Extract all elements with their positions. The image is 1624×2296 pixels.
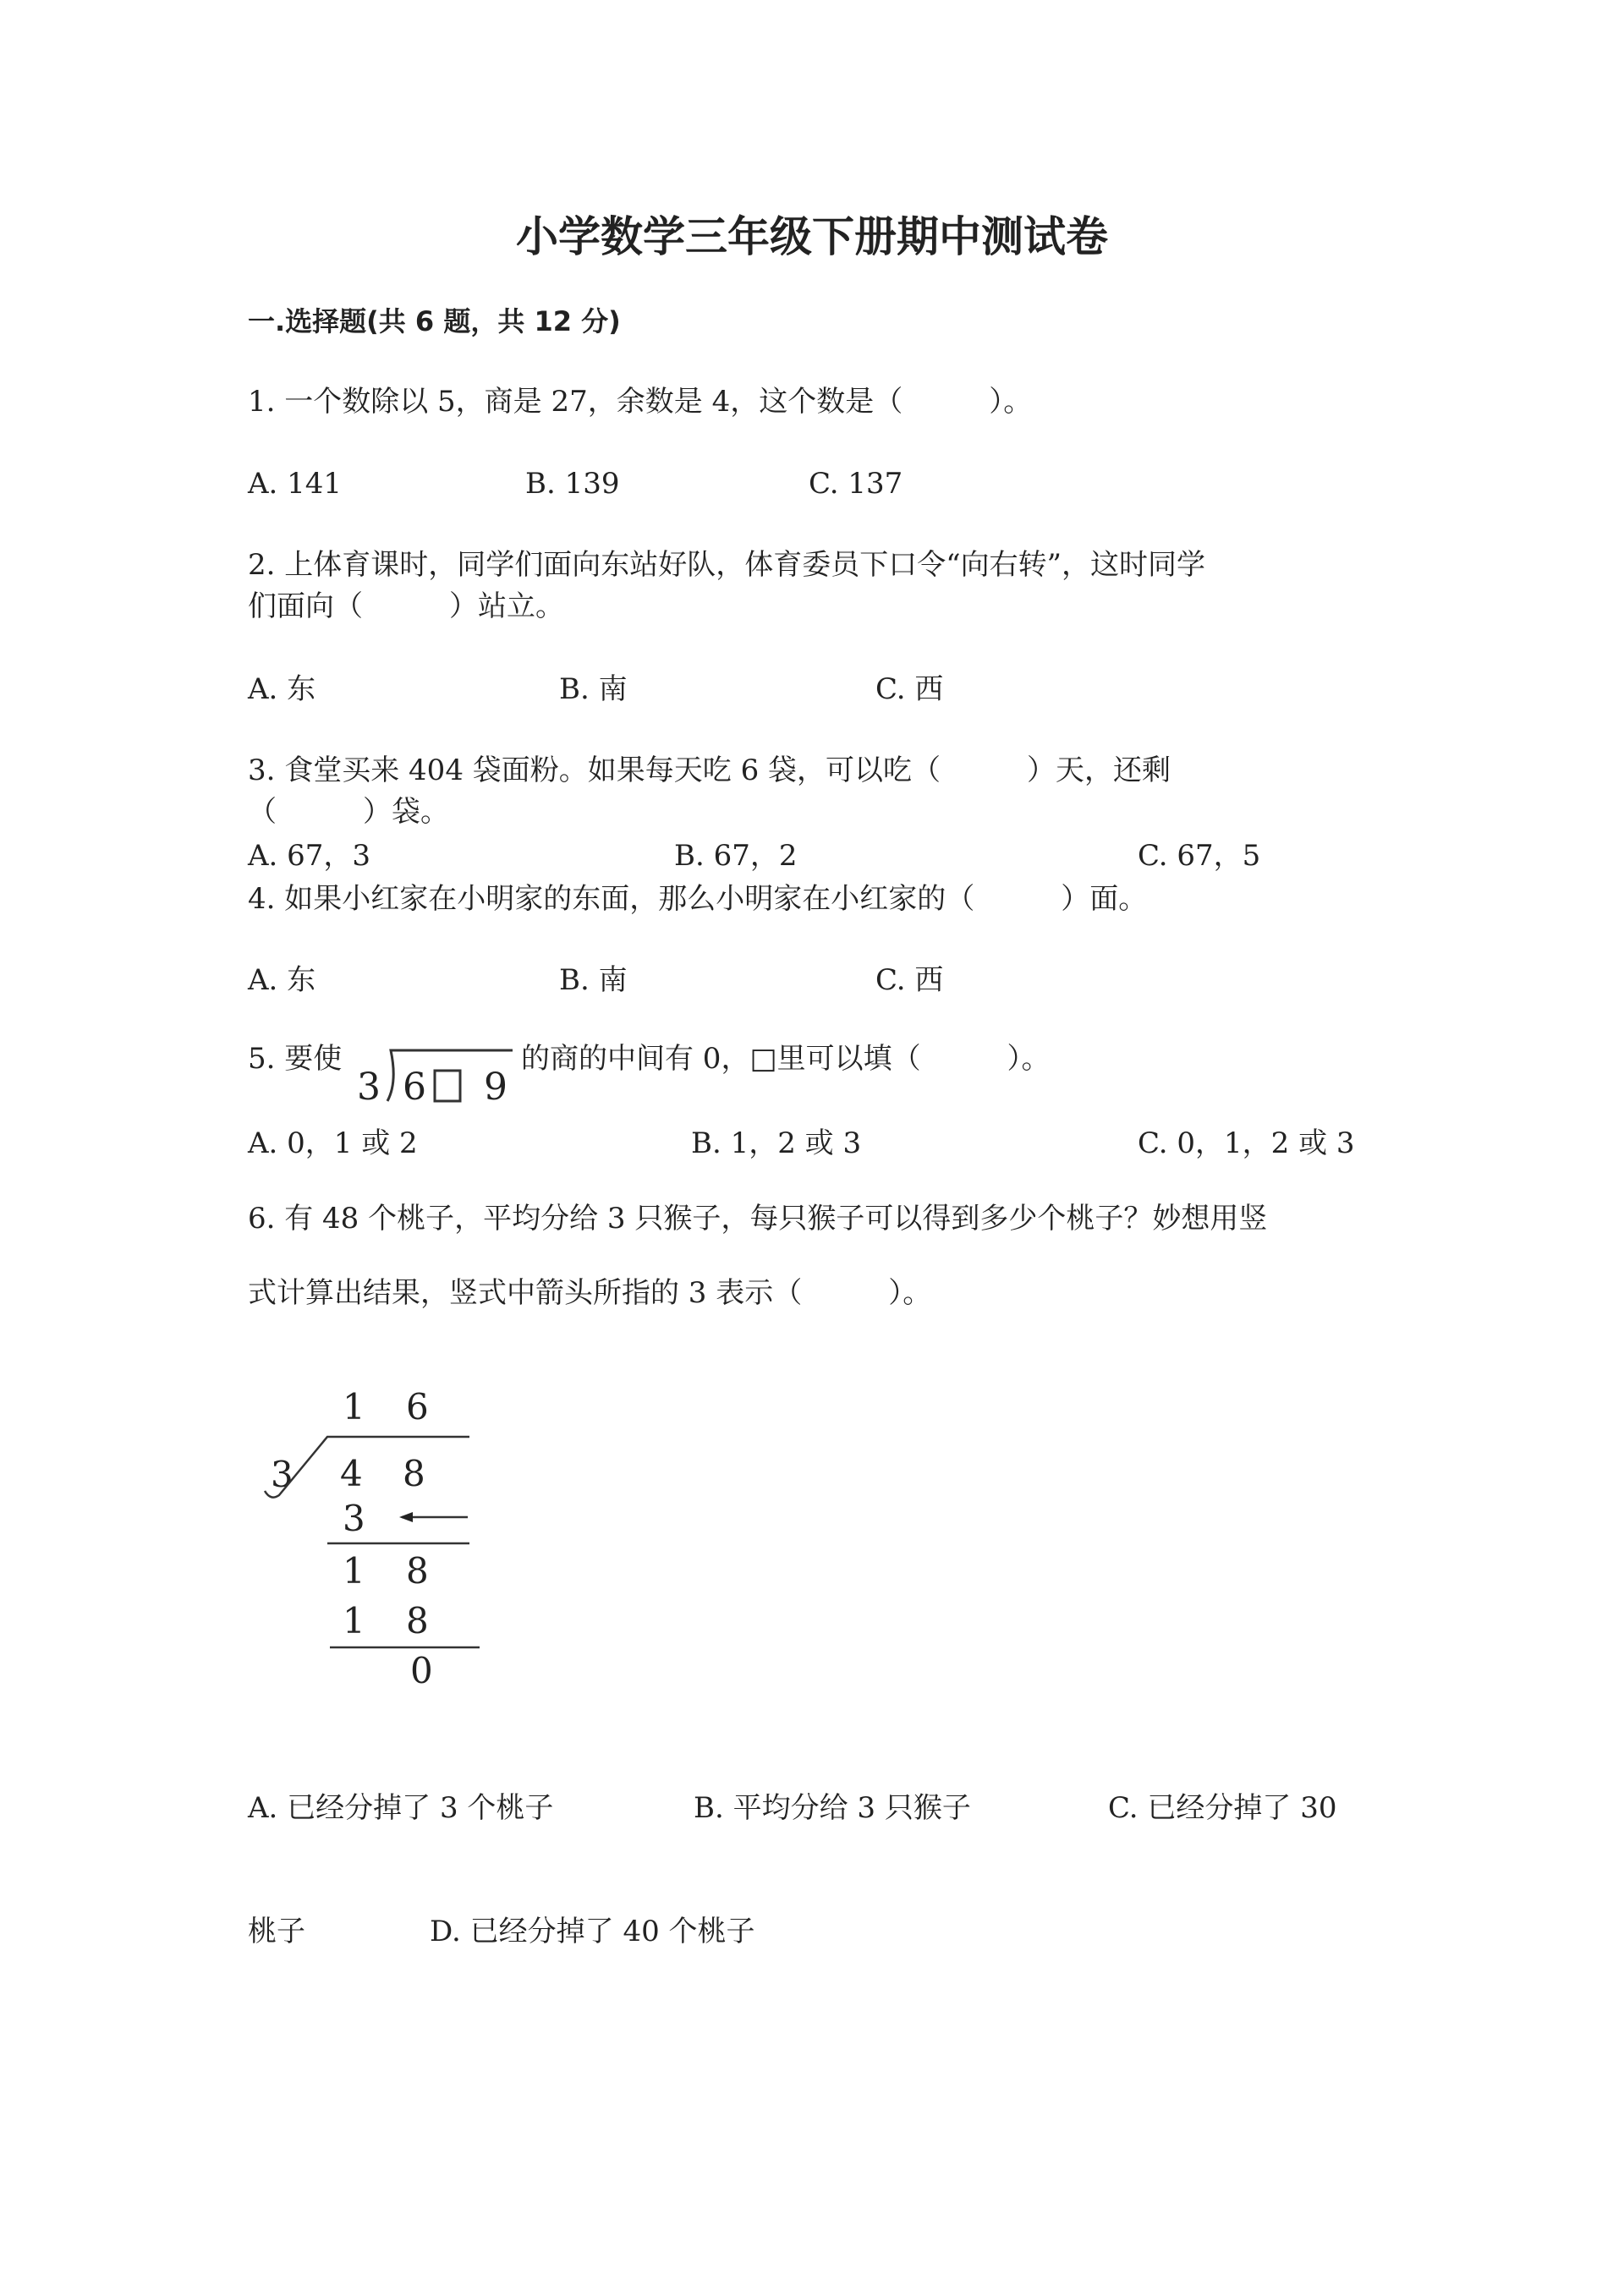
question-2-line-1: 2. 上体育课时，同学们面向东站好队，体育委员下口令“向右转”，这时同学 [248, 548, 1206, 582]
remainder-digit-2: 8 [406, 1550, 429, 1592]
quotient-digit-2: 6 [406, 1386, 429, 1427]
step-2-digit-2: 8 [406, 1600, 429, 1641]
q6-option-c: C. 已经分掉了 30 [1108, 1791, 1337, 1825]
q2-option-a: A. 东 [248, 672, 316, 706]
step-2-digit-1: 1 [343, 1600, 365, 1641]
question-6-line-1: 6. 有 48 个桃子，平均分给 3 只猴子，每只猴子可以得到多少个桃子？妙想用竖 [248, 1202, 1268, 1236]
dividend-digit-1: 4 [340, 1453, 363, 1494]
section-heading: 一.选择题(共 6 题，共 12 分) [248, 305, 621, 337]
q2-option-c: C. 西 [875, 672, 944, 706]
q3-option-a: A. 67，3 [248, 839, 371, 873]
q4-option-b: B. 南 [559, 963, 628, 997]
q5-option-c: C. 0，1，2 或 3 [1138, 1126, 1355, 1160]
question-4: 4. 如果小红家在小明家的东面，那么小明家在小红家的（ ）面。 [248, 882, 1148, 916]
question-6-line-2: 式计算出结果，竖式中箭头所指的 3 表示（ ）。 [248, 1276, 932, 1310]
q5-option-b: B. 1，2 或 3 [691, 1126, 862, 1160]
q5-option-a: A. 0，1 或 2 [248, 1126, 418, 1160]
q2-option-b: B. 南 [559, 672, 628, 706]
remainder-digit-1: 1 [343, 1550, 365, 1592]
quotient-digit-1: 1 [343, 1386, 365, 1427]
q6-option-d: D. 已经分掉了 40 个桃子 [430, 1915, 755, 1948]
step-1-product: 3 [343, 1498, 365, 1539]
q5-blank-box [435, 1071, 460, 1101]
q1-option-c: C. 137 [809, 467, 903, 501]
arrow-left-icon [399, 1512, 413, 1522]
question-2-line-2: 们面向（ ）站立。 [248, 589, 564, 623]
final-remainder: 0 [410, 1650, 433, 1691]
q5-dividend-last: 9 [484, 1066, 508, 1109]
long-division-figure-q6 [254, 1370, 508, 1708]
q3-option-b: B. 67，2 [674, 839, 798, 873]
page-title: 小学数学三年级下册期中测试卷 [516, 212, 1108, 261]
q5-divisor: 3 [357, 1066, 381, 1109]
dividend-digit-2: 8 [403, 1453, 425, 1494]
q6-option-c-continued: 桃子 [248, 1915, 305, 1948]
division-figure-q5 [347, 1032, 524, 1129]
q3-option-c: C. 67，5 [1138, 839, 1261, 873]
q4-option-c: C. 西 [875, 963, 944, 997]
q1-option-a: A. 141 [248, 467, 343, 501]
q6-option-a: A. 已经分掉了 3 个桃子 [248, 1791, 554, 1825]
divisor: 3 [271, 1454, 294, 1495]
q5-dividend-first: 6 [403, 1066, 426, 1109]
question-5-prefix: 5. 要使 [248, 1042, 343, 1076]
q6-option-b: B. 平均分给 3 只猴子 [694, 1791, 971, 1825]
division-bracket [265, 1437, 469, 1498]
question-3-line-2: （ ）袋。 [248, 795, 449, 829]
q1-option-b: B. 139 [525, 467, 620, 501]
question-1: 1. 一个数除以 5，商是 27，余数是 4，这个数是（ ）。 [248, 385, 1033, 419]
q4-option-a: A. 东 [248, 963, 316, 997]
question-5-suffix: 的商的中间有 0，□里可以填（ ）。 [521, 1042, 1051, 1076]
question-3-line-1: 3. 食堂买来 404 袋面粉。如果每天吃 6 袋，可以吃（ ）天，还剩 [248, 753, 1171, 787]
